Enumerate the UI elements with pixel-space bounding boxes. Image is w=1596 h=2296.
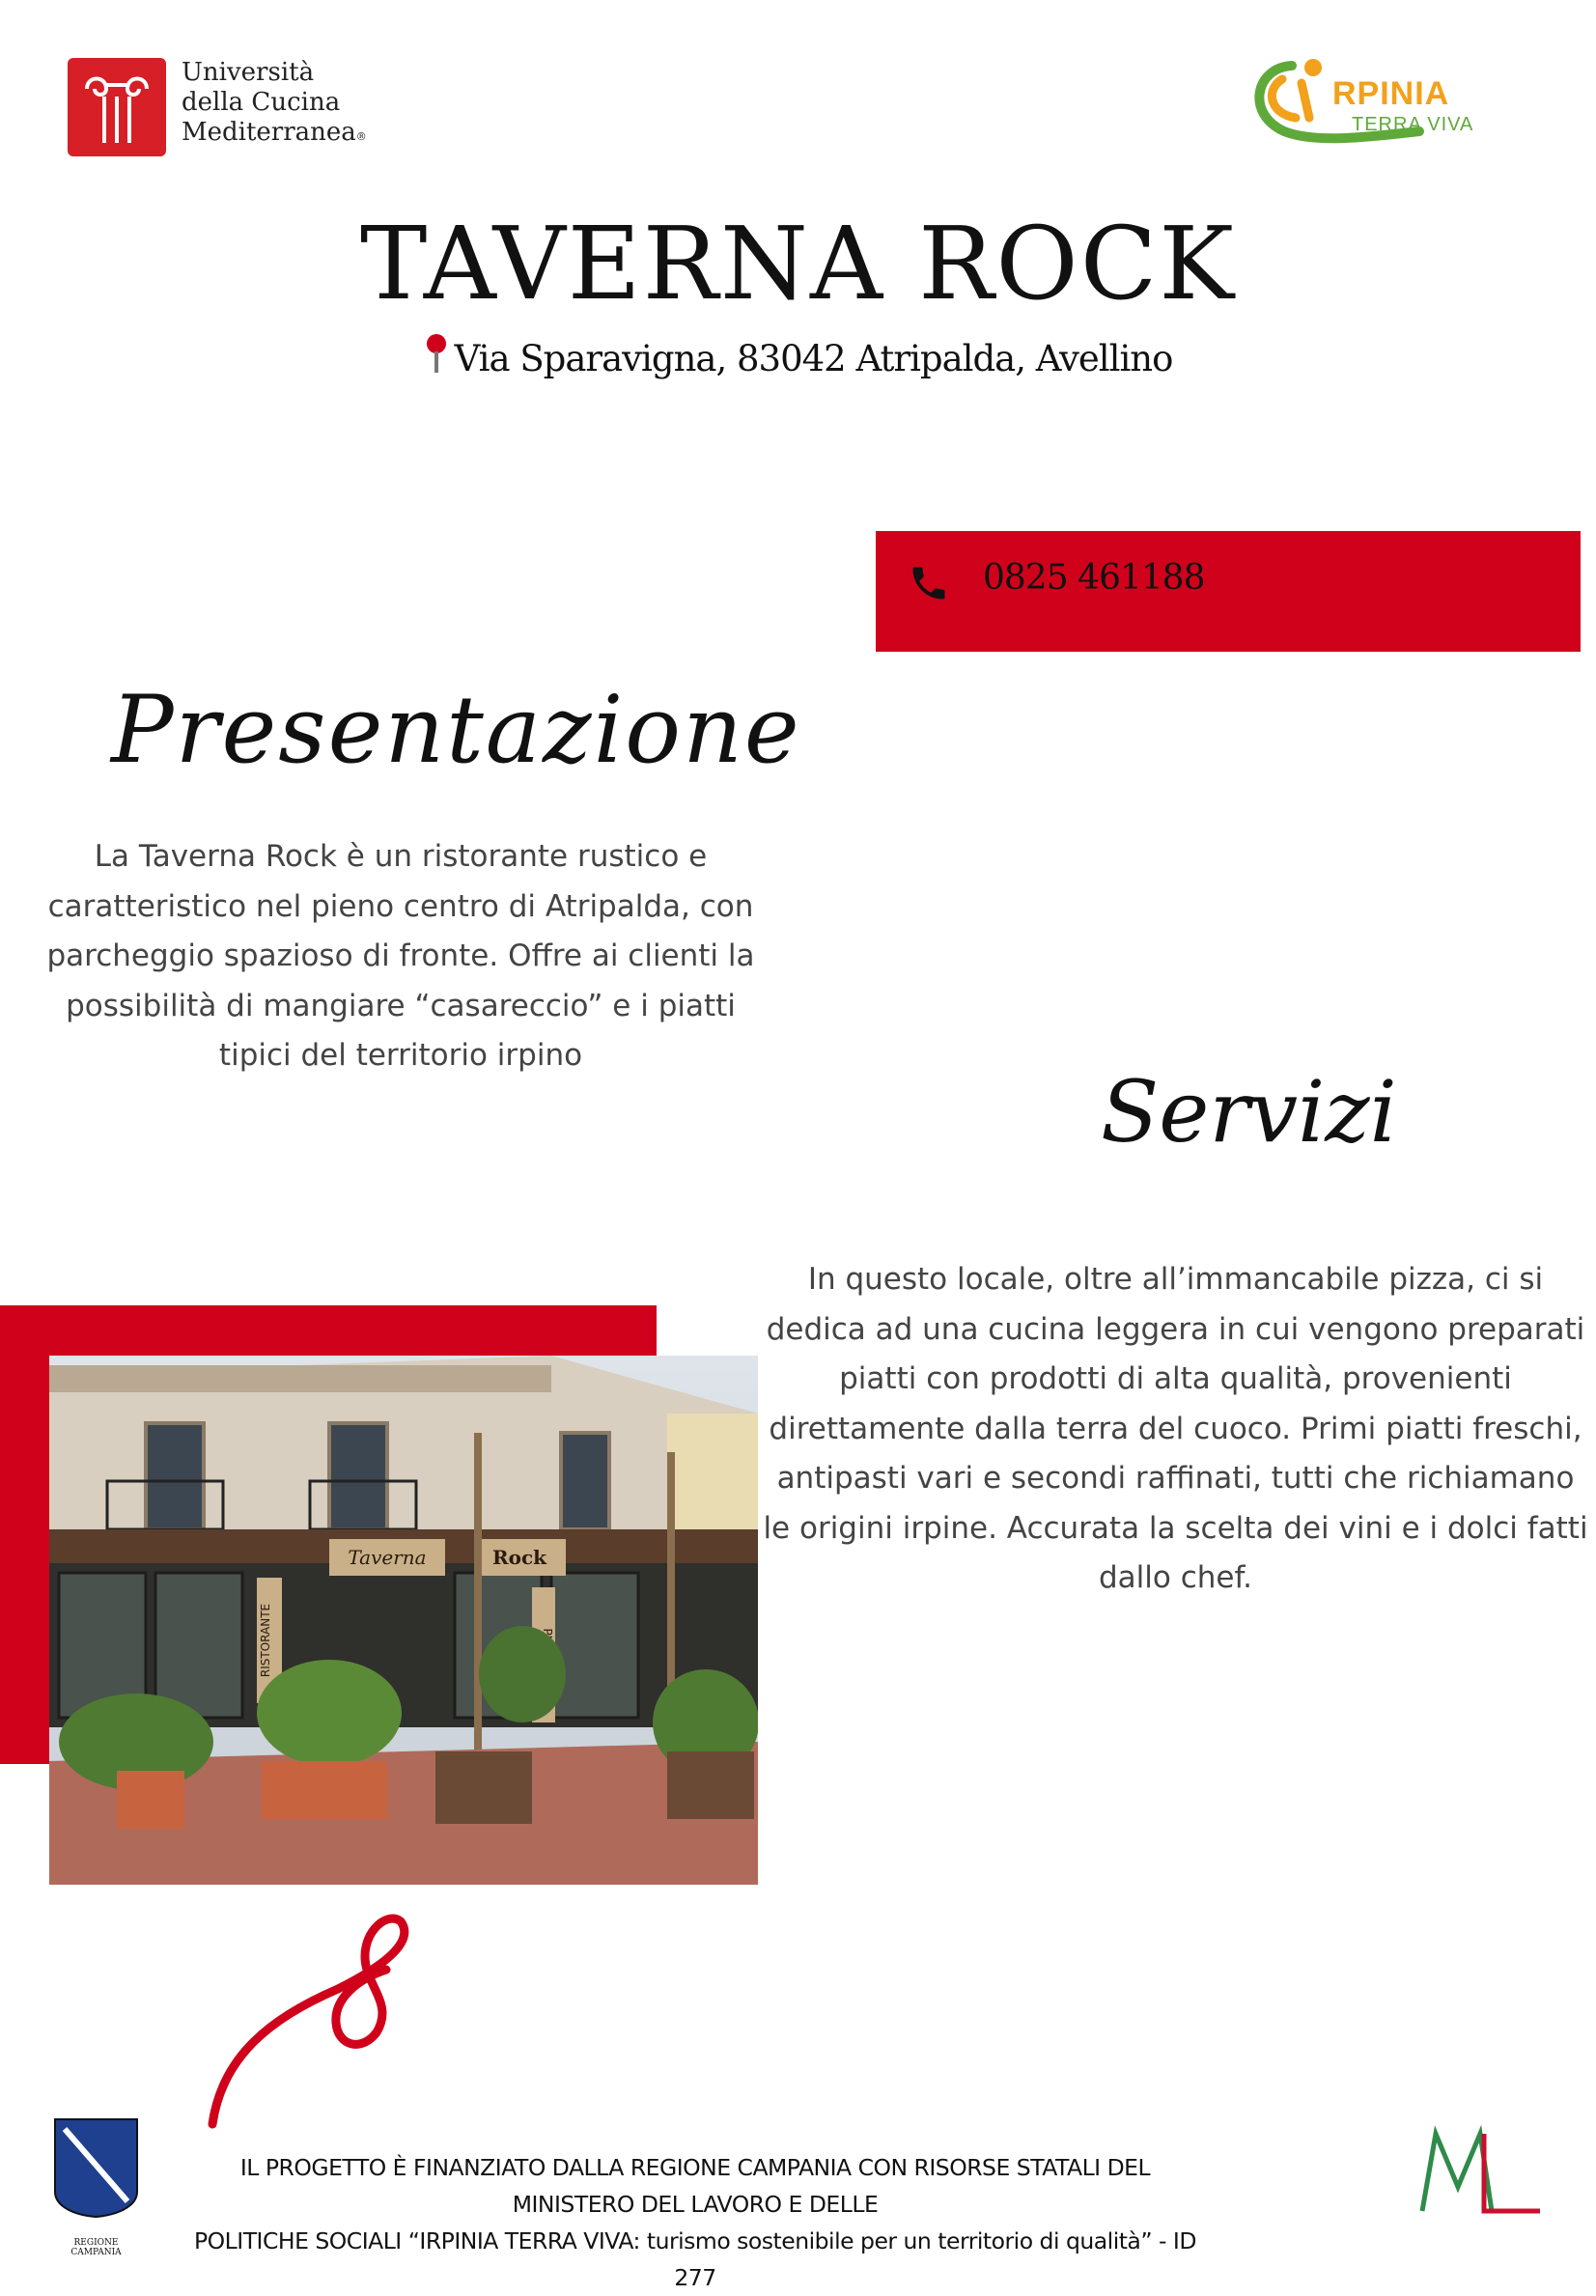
photo-sign-left: Taverna: [348, 1546, 427, 1569]
footer-text: [193, 2149, 1197, 2296]
ucm-logo-text: [182, 58, 367, 152]
address-text: Via Sparavigna, 83042 Atripalda, Avellino: [454, 338, 1173, 379]
servizi-text: In questo locale, oltre all’immancabile pizza, ci si dedica ad una cucina leggera in cui vengono preparati piatti con prodotti di alta qualità, provenienti direttamente dalla terra del cuoco. Primi piatti freschi, antipasti vari e secondi raffinati, tutti che richiamano le origini irpine. Accurata la scelta dei vini e i dolci fatti dallo chef.: [763, 1262, 1588, 1595]
ucm-logo-mark: [68, 58, 166, 156]
footer-line-2: POLITICHE SOCIALI “IRPINIA TERRA VIVA: turismo sostenibile per un territorio di qualità” - ID 277: [194, 2227, 1196, 2291]
address-line: [0, 332, 1596, 379]
presentazione-heading: Presentazione: [111, 676, 801, 784]
phone-bar: [876, 531, 1581, 652]
photo-sign-ristorante: RISTORANTE: [259, 1603, 272, 1678]
region-label: REGIONE CAMPANIA: [70, 2238, 122, 2257]
irpinia-logo-text: RPINIA: [1332, 75, 1450, 112]
irpinia-logo-sub: TERRA VIVA: [1352, 114, 1474, 135]
regione-campania-logo: [50, 2114, 142, 2219]
ml-logo: [1414, 2119, 1550, 2226]
ucm-registered: ®: [355, 130, 367, 143]
ucm-line-2: della Cucina: [182, 88, 341, 117]
presentazione-text: La Taverna Rock è un ristorante rustico e caratteristico nel pieno centro di Atripalda, con parcheggio spazioso di fronte. Offre ai clienti la possibilità di mangiare “casareccio” e i piatti tipici del territorio irpino: [46, 839, 755, 1073]
restaurant-photo: [49, 1356, 758, 1885]
map-pin-icon: [424, 332, 449, 375]
ucm-line-3: Mediterranea: [182, 118, 356, 147]
phone-number[interactable]: 0825 461188: [983, 558, 1205, 598]
footer-line-1: IL PROGETTO È FINANZIATO DALLA REGIONE CAMPANIA CON RISORSE STATALI DEL MINISTERO DEL LAVORO E DELLE: [239, 2154, 1151, 2218]
phone-icon: [908, 562, 950, 604]
page-title: TAVERNA ROCK: [360, 205, 1236, 322]
ucm-line-1: Università: [182, 58, 315, 87]
ml-logo-text: ML: [1480, 2223, 1484, 2225]
servizi-heading: Servizi: [1101, 1062, 1397, 1162]
photo-sign-right: Rock: [492, 1546, 546, 1569]
decorative-swirl: [193, 1912, 444, 2134]
